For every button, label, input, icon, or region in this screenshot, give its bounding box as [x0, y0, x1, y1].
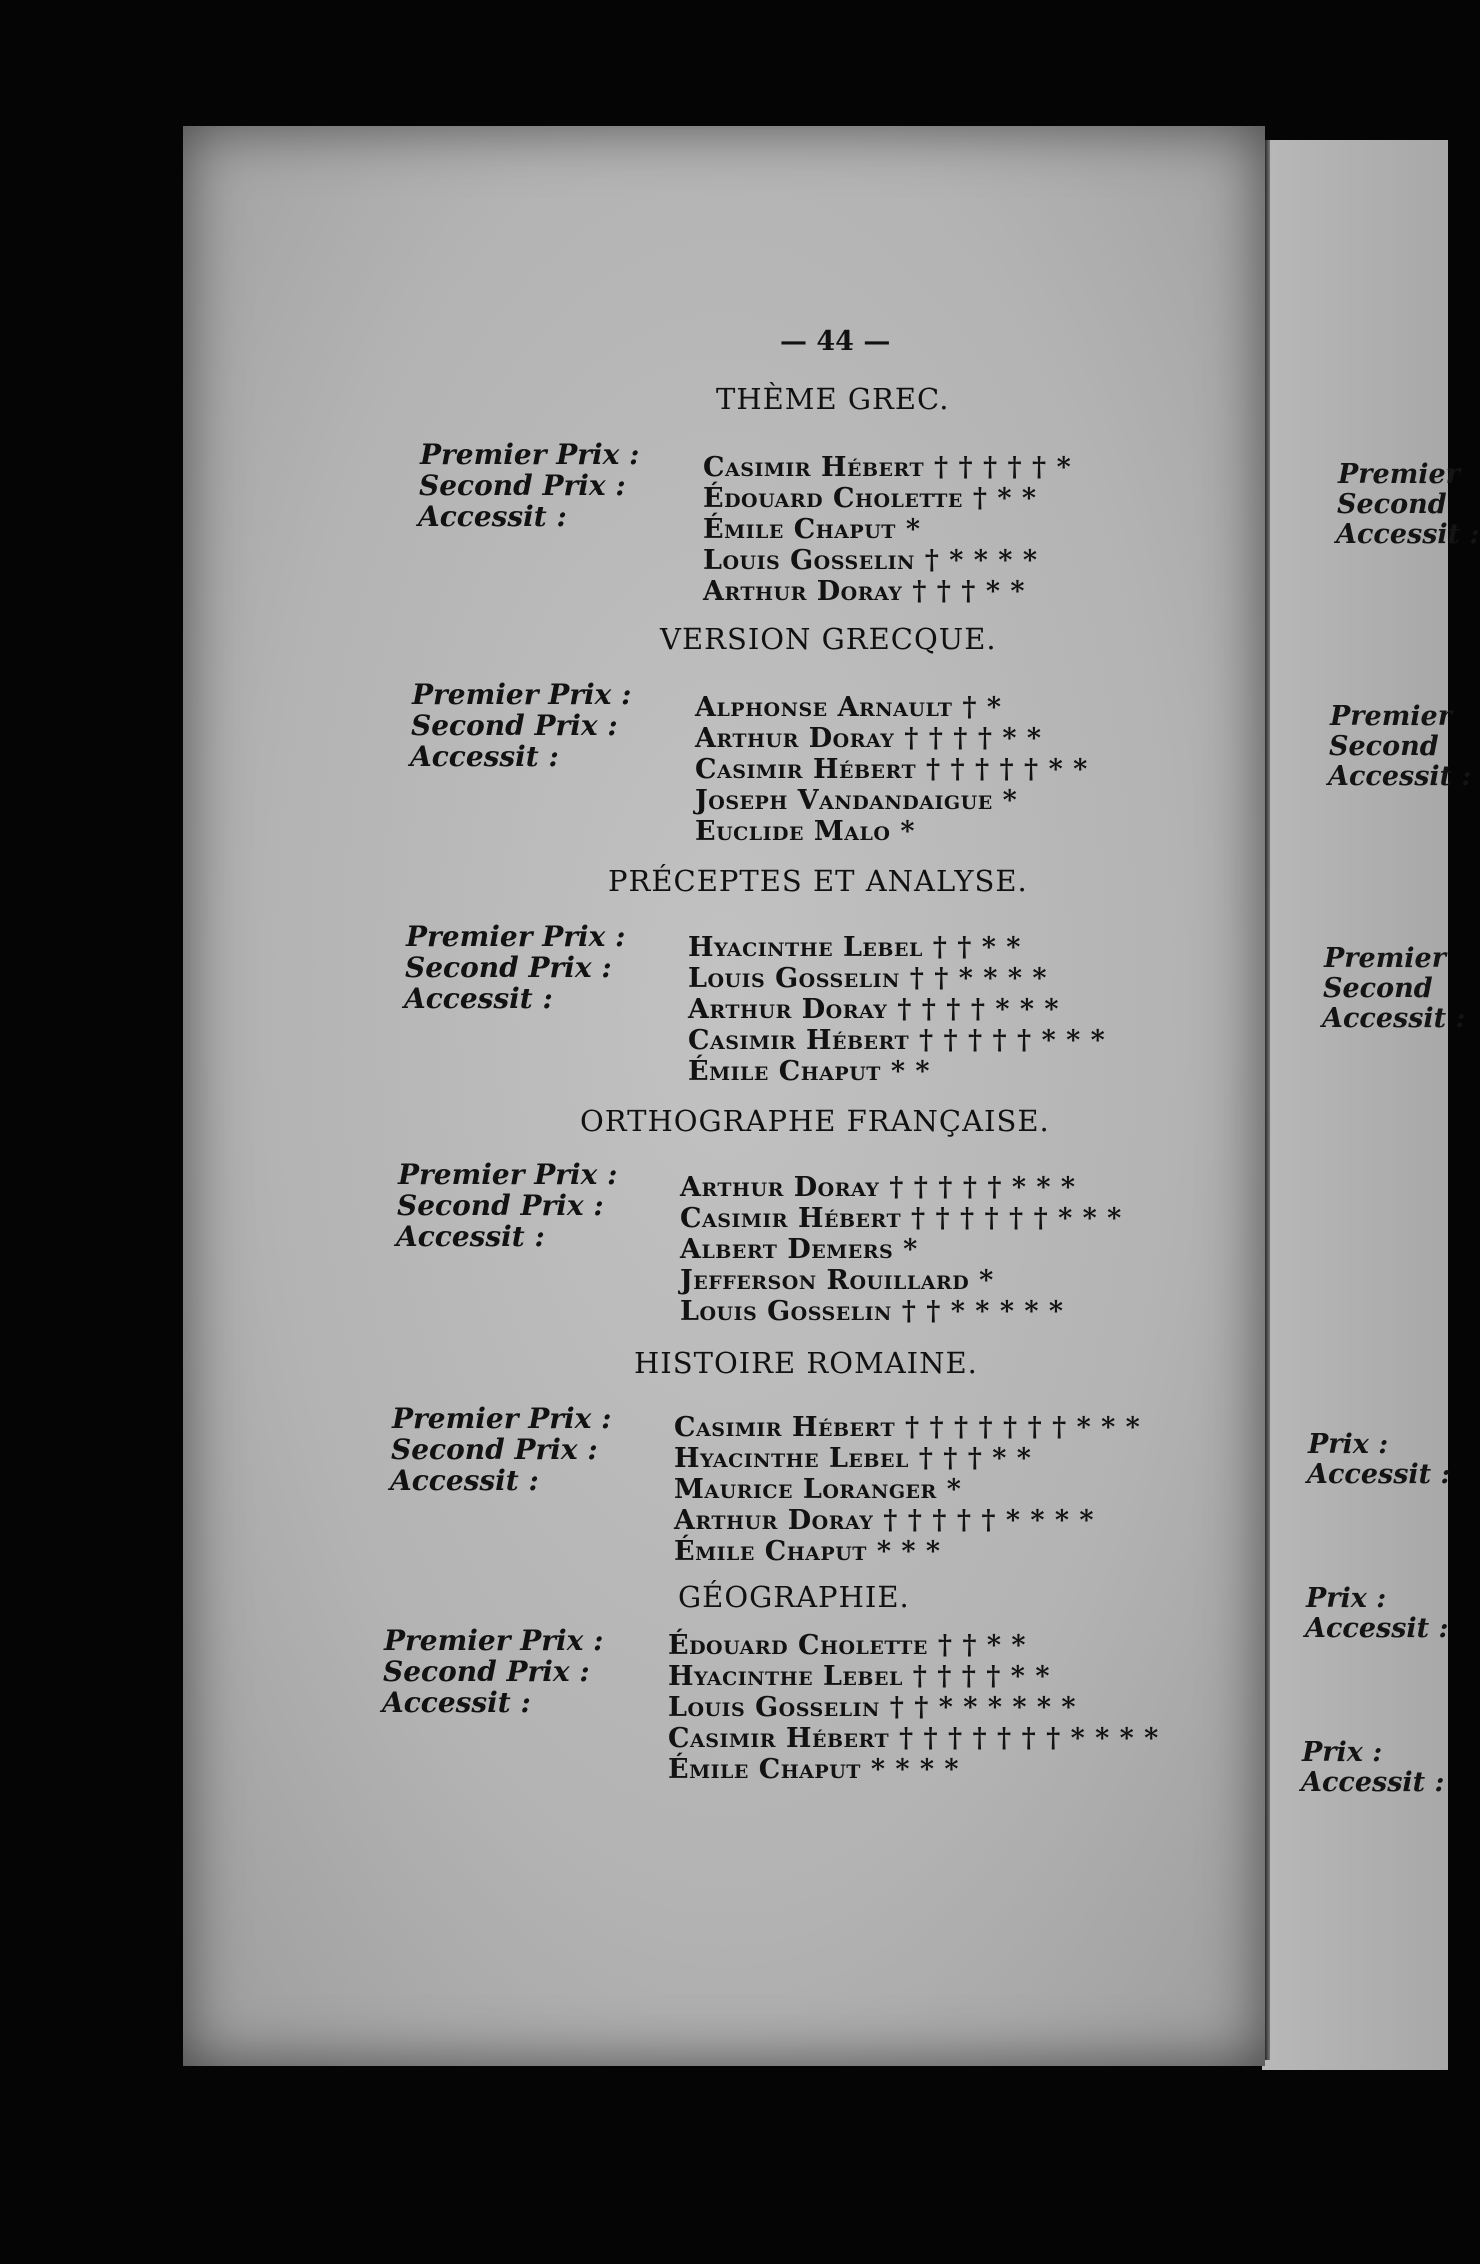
facing-page-label: Premier: [1330, 701, 1452, 732]
student-entry: Émile Chaput * *: [688, 1056, 930, 1087]
prize-label: Second Prix :: [383, 1655, 590, 1688]
student-entry: Casimir Hébert † † † † † *: [703, 452, 1072, 483]
prize-label: Premier Prix :: [398, 1158, 618, 1191]
student-entry: Casimir Hébert † † † † † † † * * *: [674, 1412, 1141, 1443]
facing-page-label: Second: [1329, 731, 1439, 762]
prize-label: Premier Prix :: [392, 1402, 612, 1435]
student-entry: Albert Demers *: [680, 1234, 918, 1265]
prize-label: Second Prix :: [391, 1433, 598, 1466]
prize-label: Premier Prix :: [406, 920, 626, 953]
prize-label: Second Prix :: [397, 1189, 604, 1222]
prize-label: Accessit :: [390, 1464, 539, 1497]
student-entry: Émile Chaput * * * *: [668, 1754, 959, 1785]
student-entry: Casimir Hébert † † † † † * * *: [688, 1025, 1106, 1056]
prize-label: Accessit :: [410, 740, 559, 773]
facing-page-label: Accessit :: [1307, 1459, 1451, 1490]
prize-label: Premier Prix :: [412, 678, 632, 711]
facing-page-label: Prix :: [1306, 1583, 1387, 1614]
student-entry: Euclide Malo *: [695, 816, 915, 847]
prize-label: Premier Prix :: [420, 438, 640, 471]
student-entry: Joseph Vandandaigue *: [695, 785, 1018, 816]
prize-label: Second Prix :: [419, 469, 626, 502]
section-heading: VERSION GRECQUE.: [660, 622, 997, 656]
student-entry: Arthur Doray † † † † † * * *: [680, 1172, 1076, 1203]
student-entry: Arthur Doray † † † * *: [703, 576, 1025, 607]
student-entry: Arthur Doray † † † † † * * * *: [674, 1505, 1095, 1536]
facing-page-label: Premier: [1324, 943, 1446, 974]
facing-page-label: Second: [1323, 973, 1433, 1004]
student-entry: Louis Gosselin † † * * * * * *: [668, 1692, 1076, 1723]
prize-label: Accessit :: [382, 1686, 531, 1719]
student-entry: Casimir Hébert † † † † † * *: [695, 754, 1088, 785]
student-entry: Maurice Loranger *: [674, 1474, 962, 1505]
section-heading: HISTOIRE ROMAINE.: [634, 1346, 978, 1380]
student-entry: Alphonse Arnault † *: [695, 692, 1002, 723]
student-entry: Jefferson Rouillard *: [680, 1265, 994, 1296]
facing-page-label: Accessit :: [1301, 1767, 1445, 1798]
facing-page-label: Premier: [1338, 459, 1460, 490]
section-heading: THÈME GREC.: [716, 382, 950, 416]
section-heading: ORTHOGRAPHE FRANÇAISE.: [580, 1104, 1050, 1138]
prize-label: Accessit :: [418, 500, 567, 533]
student-entry: Louis Gosselin † * * * *: [703, 545, 1038, 576]
facing-page-label: Accessit :: [1336, 519, 1480, 550]
student-entry: Arthur Doray † † † † * *: [695, 723, 1042, 754]
facing-page-label: Prix :: [1308, 1429, 1389, 1460]
facing-page-label: Prix :: [1302, 1737, 1383, 1768]
student-entry: Émile Chaput *: [703, 514, 921, 545]
student-entry: Hyacinthe Lebel † † * *: [688, 932, 1021, 963]
prize-label: Second Prix :: [405, 951, 612, 984]
prize-label: Premier Prix :: [384, 1624, 604, 1657]
student-entry: Louis Gosselin † † * * * *: [688, 963, 1047, 994]
student-entry: Arthur Doray † † † † * * *: [688, 994, 1060, 1025]
prize-label: Second Prix :: [411, 709, 618, 742]
student-entry: Casimir Hébert † † † † † † † * * * *: [668, 1723, 1159, 1754]
facing-page-label: Accessit :: [1322, 1003, 1466, 1034]
student-entry: Hyacinthe Lebel † † † † * *: [668, 1661, 1050, 1692]
facing-page-label: Second: [1337, 489, 1447, 520]
student-entry: Hyacinthe Lebel † † † * *: [674, 1443, 1032, 1474]
student-entry: Édouard Cholette † † * *: [668, 1630, 1026, 1661]
student-entry: Émile Chaput * * *: [674, 1536, 941, 1567]
page-number: — 44 —: [780, 326, 891, 357]
facing-page-label: Accessit :: [1305, 1613, 1449, 1644]
prize-label: Accessit :: [396, 1220, 545, 1253]
facing-page-label: Accessit :: [1328, 761, 1472, 792]
prize-label: Accessit :: [404, 982, 553, 1015]
student-entry: Casimir Hébert † † † † † † * * *: [680, 1203, 1122, 1234]
section-heading: GÉOGRAPHIE.: [678, 1580, 910, 1614]
student-entry: Édouard Cholette † * *: [703, 483, 1037, 514]
student-entry: Louis Gosselin † † * * * * *: [680, 1296, 1064, 1327]
section-heading: PRÉCEPTES ET ANALYSE.: [608, 864, 1028, 898]
